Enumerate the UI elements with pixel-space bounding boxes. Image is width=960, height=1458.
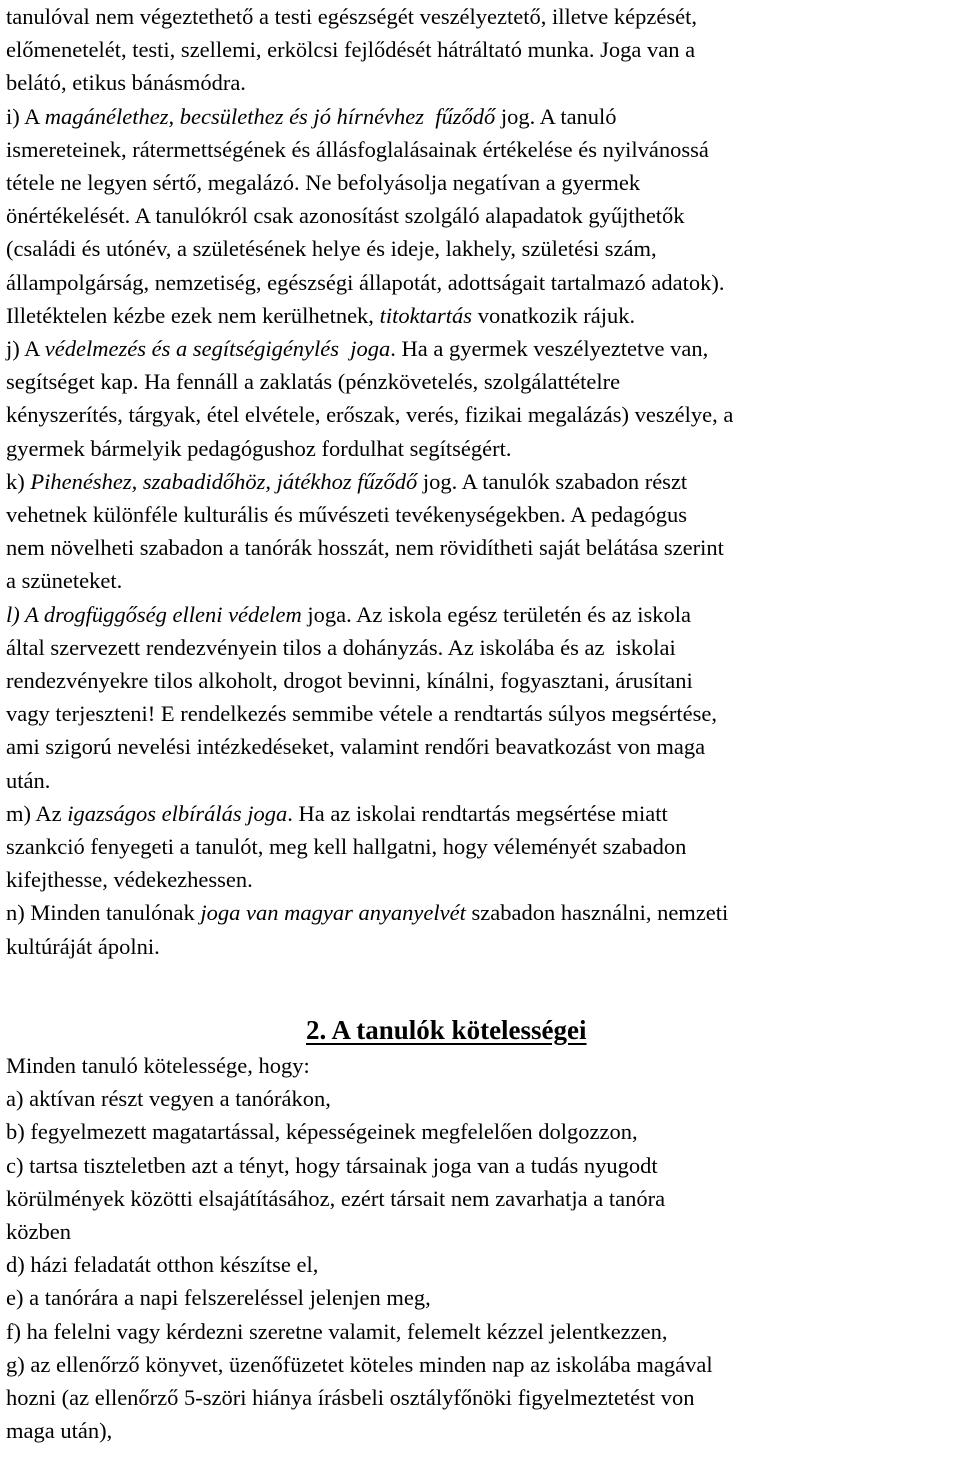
text-segment: gyermek bármelyik pedagógushoz fordulhat segítségért.	[6, 435, 512, 461]
rights-line	[6, 33, 695, 66]
text-segment: . Ha az iskolai rendtartás megsértése miatt	[287, 800, 668, 826]
text-segment: tanulóval nem végeztethető a testi egészségét veszélyeztető, illetve képzését,	[6, 4, 697, 29]
rights-line	[6, 697, 717, 730]
text-segment: önértékelését. A tanulókról csak azonosítást szolgáló alapadatok gyűjthetők	[6, 203, 685, 229]
text-segment: . Ha a gyermek veszélyeztetve van,	[390, 336, 709, 361]
duties-line	[6, 1215, 71, 1248]
italic-text: magánélethez, becsülethez és jó hírnévhez fűződő	[44, 103, 496, 129]
italic-text: l) A drogfüggőség elleni védelem	[6, 601, 302, 627]
text-segment: kényszerítés, tárgyak, étel elvétele, erőszak, verés, fizikai megalázás) veszélye, a	[6, 402, 734, 428]
rights-line	[6, 100, 617, 133]
text-segment: a) aktívan részt vegyen a tanórákon,	[6, 1086, 331, 1112]
rights-line	[6, 598, 691, 631]
text-segment: e) a tanórára a napi felszereléssel jelenjen meg,	[6, 1285, 431, 1311]
text-segment: vagy terjeszteni! E rendelkezés semmibe vétele a rendtartás súlyos megsértése,	[6, 701, 717, 727]
text-segment: f) ha felelni vagy kérdezni szeretne valamit, felemelt kézzel jelentkezzen,	[6, 1318, 668, 1344]
duties-line	[6, 1115, 638, 1148]
rights-line	[6, 797, 668, 830]
text-segment: belátó, etikus bánásmódra.	[6, 70, 246, 96]
text-segment: hozni (az ellenőrző 5-szöri hiánya írásbeli osztályfőnöki figyelmeztetést von	[6, 1385, 695, 1410]
rights-line	[6, 730, 705, 763]
rights-line	[6, 232, 657, 265]
rights-line	[6, 299, 635, 332]
rights-line	[6, 0, 697, 33]
rights-line	[6, 531, 724, 564]
text-segment: vehetnek különféle kulturális és művészeti tevékenységekben. A pedagógus	[6, 502, 688, 527]
text-segment: m) Az	[6, 800, 68, 826]
text-segment: vonatkozik rájuk.	[472, 302, 636, 328]
rights-line	[6, 365, 620, 398]
text-segment: maga után),	[6, 1418, 113, 1444]
duties-line	[6, 1082, 331, 1115]
text-segment: n) Minden tanulónak	[6, 900, 201, 926]
rights-line	[6, 564, 122, 597]
text-segment: után.	[6, 767, 51, 793]
text-segment: i) A	[6, 103, 45, 129]
rights-line	[6, 432, 511, 465]
text-segment: b) fegyelmezett magatartással, képességeinek megfelelően dolgozzon,	[6, 1119, 638, 1145]
text-segment: nem növelheti szabadon a tanórák hosszát, nem rövidítheti saját belátása szerint	[6, 535, 724, 561]
text-segment: közben	[6, 1219, 71, 1244]
rights-line	[6, 166, 640, 199]
section-heading: 2. A tanulók kötelességei	[306, 1015, 587, 1045]
text-segment: szabadon használni, nemzeti	[465, 900, 729, 926]
text-segment: c) tartsa tiszteletben azt a tényt, hogy társainak joga van a tudás nyugodt	[6, 1152, 658, 1178]
text-segment: Illetéktelen kézbe ezek nem kerülhetnek,	[6, 302, 380, 328]
rights-line	[6, 266, 724, 299]
text-segment: jog. A tanuló	[495, 103, 617, 129]
text-segment: k)	[6, 468, 31, 494]
duties-line	[6, 1315, 668, 1348]
text-segment: előmenetelét, testi, szellemi, erkölcsi fejlődését hátráltató munka. Joga van a	[6, 37, 696, 63]
text-segment: körülmények közötti elsajátításához, ezért társait nem zavarhatja a tanóra	[6, 1185, 666, 1211]
rights-line	[6, 133, 709, 166]
text-segment: segítséget kap. Ha fennáll a zaklatás (pénzkövetelés, szolgálattételre	[6, 369, 621, 395]
rights-line	[6, 930, 160, 963]
text-segment: ami szigorú nevelési intézkedéseket, valamint rendőri beavatkozást von maga	[6, 734, 706, 760]
rights-line	[6, 830, 686, 863]
text-segment: (családi és utónév, a születésének helye és ideje, lakhely, születési szám,	[6, 236, 657, 262]
text-segment: ismereteinek, rátermettségének és állásfoglalásainak értékelése és nyilvánossá	[6, 136, 709, 162]
duties-line	[6, 1281, 431, 1314]
text-segment: j) A	[6, 336, 45, 361]
text-segment: joga. Az iskola egész területén és az iskola	[301, 601, 692, 627]
rights-line	[6, 465, 687, 498]
italic-text: titoktartás	[379, 302, 473, 328]
italic-text: igazságos elbírálás joga	[67, 800, 288, 826]
text-segment: tétele ne legyen sértő, megalázó. Ne befolyásolja negatívan a gyermek	[6, 170, 641, 195]
rights-line	[6, 398, 733, 431]
rights-line	[6, 66, 246, 99]
rights-line	[6, 896, 728, 929]
duties-line	[6, 1049, 310, 1082]
text-segment: g) az ellenőrző könyvet, üzenőfüzetet köteles minden nap az iskolába magával	[6, 1351, 713, 1377]
rights-line	[6, 332, 708, 365]
duties-line	[6, 1381, 695, 1414]
text-segment: kultúráját ápolni.	[6, 933, 160, 959]
duties-line	[6, 1414, 112, 1447]
text-segment: állampolgárság, nemzetiség, egészségi állapotát, adottságait tartalmazó adatok).	[6, 269, 725, 295]
text-segment: szankció fenyegeti a tanulót, meg kell hallgatni, hogy véleményét szabadon	[6, 834, 687, 859]
rights-line	[6, 631, 676, 664]
rights-line	[6, 664, 693, 697]
duties-line	[6, 1182, 665, 1215]
italic-text: joga van magyar anyanyelvét	[200, 900, 466, 926]
text-segment: által szervezett rendezvényein tilos a dohányzás. Az iskolába és az iskolai	[6, 634, 676, 660]
italic-text: védelmezés és a segítségigénylés joga	[44, 336, 391, 361]
rights-line	[6, 199, 685, 232]
duties-line	[6, 1149, 658, 1182]
text-segment: rendezvényekre tilos alkoholt, drogot bevinni, kínálni, fogyasztani, árusítani	[6, 668, 693, 693]
rights-line	[6, 764, 50, 797]
duties-line	[6, 1348, 713, 1381]
duties-line	[6, 1248, 318, 1281]
text-segment: Minden tanuló kötelessége, hogy:	[6, 1053, 310, 1078]
italic-text: Pihenéshez, szabadidőhöz, játékhoz fűződő	[30, 468, 418, 494]
rights-line	[6, 863, 253, 896]
rights-line	[6, 498, 687, 531]
text-segment: d) házi feladatát otthon készítse el,	[6, 1252, 319, 1278]
text-segment: kifejthesse, védekezhessen.	[6, 867, 253, 893]
text-segment: jog. A tanulók szabadon részt	[417, 468, 688, 494]
text-segment: a szüneteket.	[6, 568, 123, 594]
